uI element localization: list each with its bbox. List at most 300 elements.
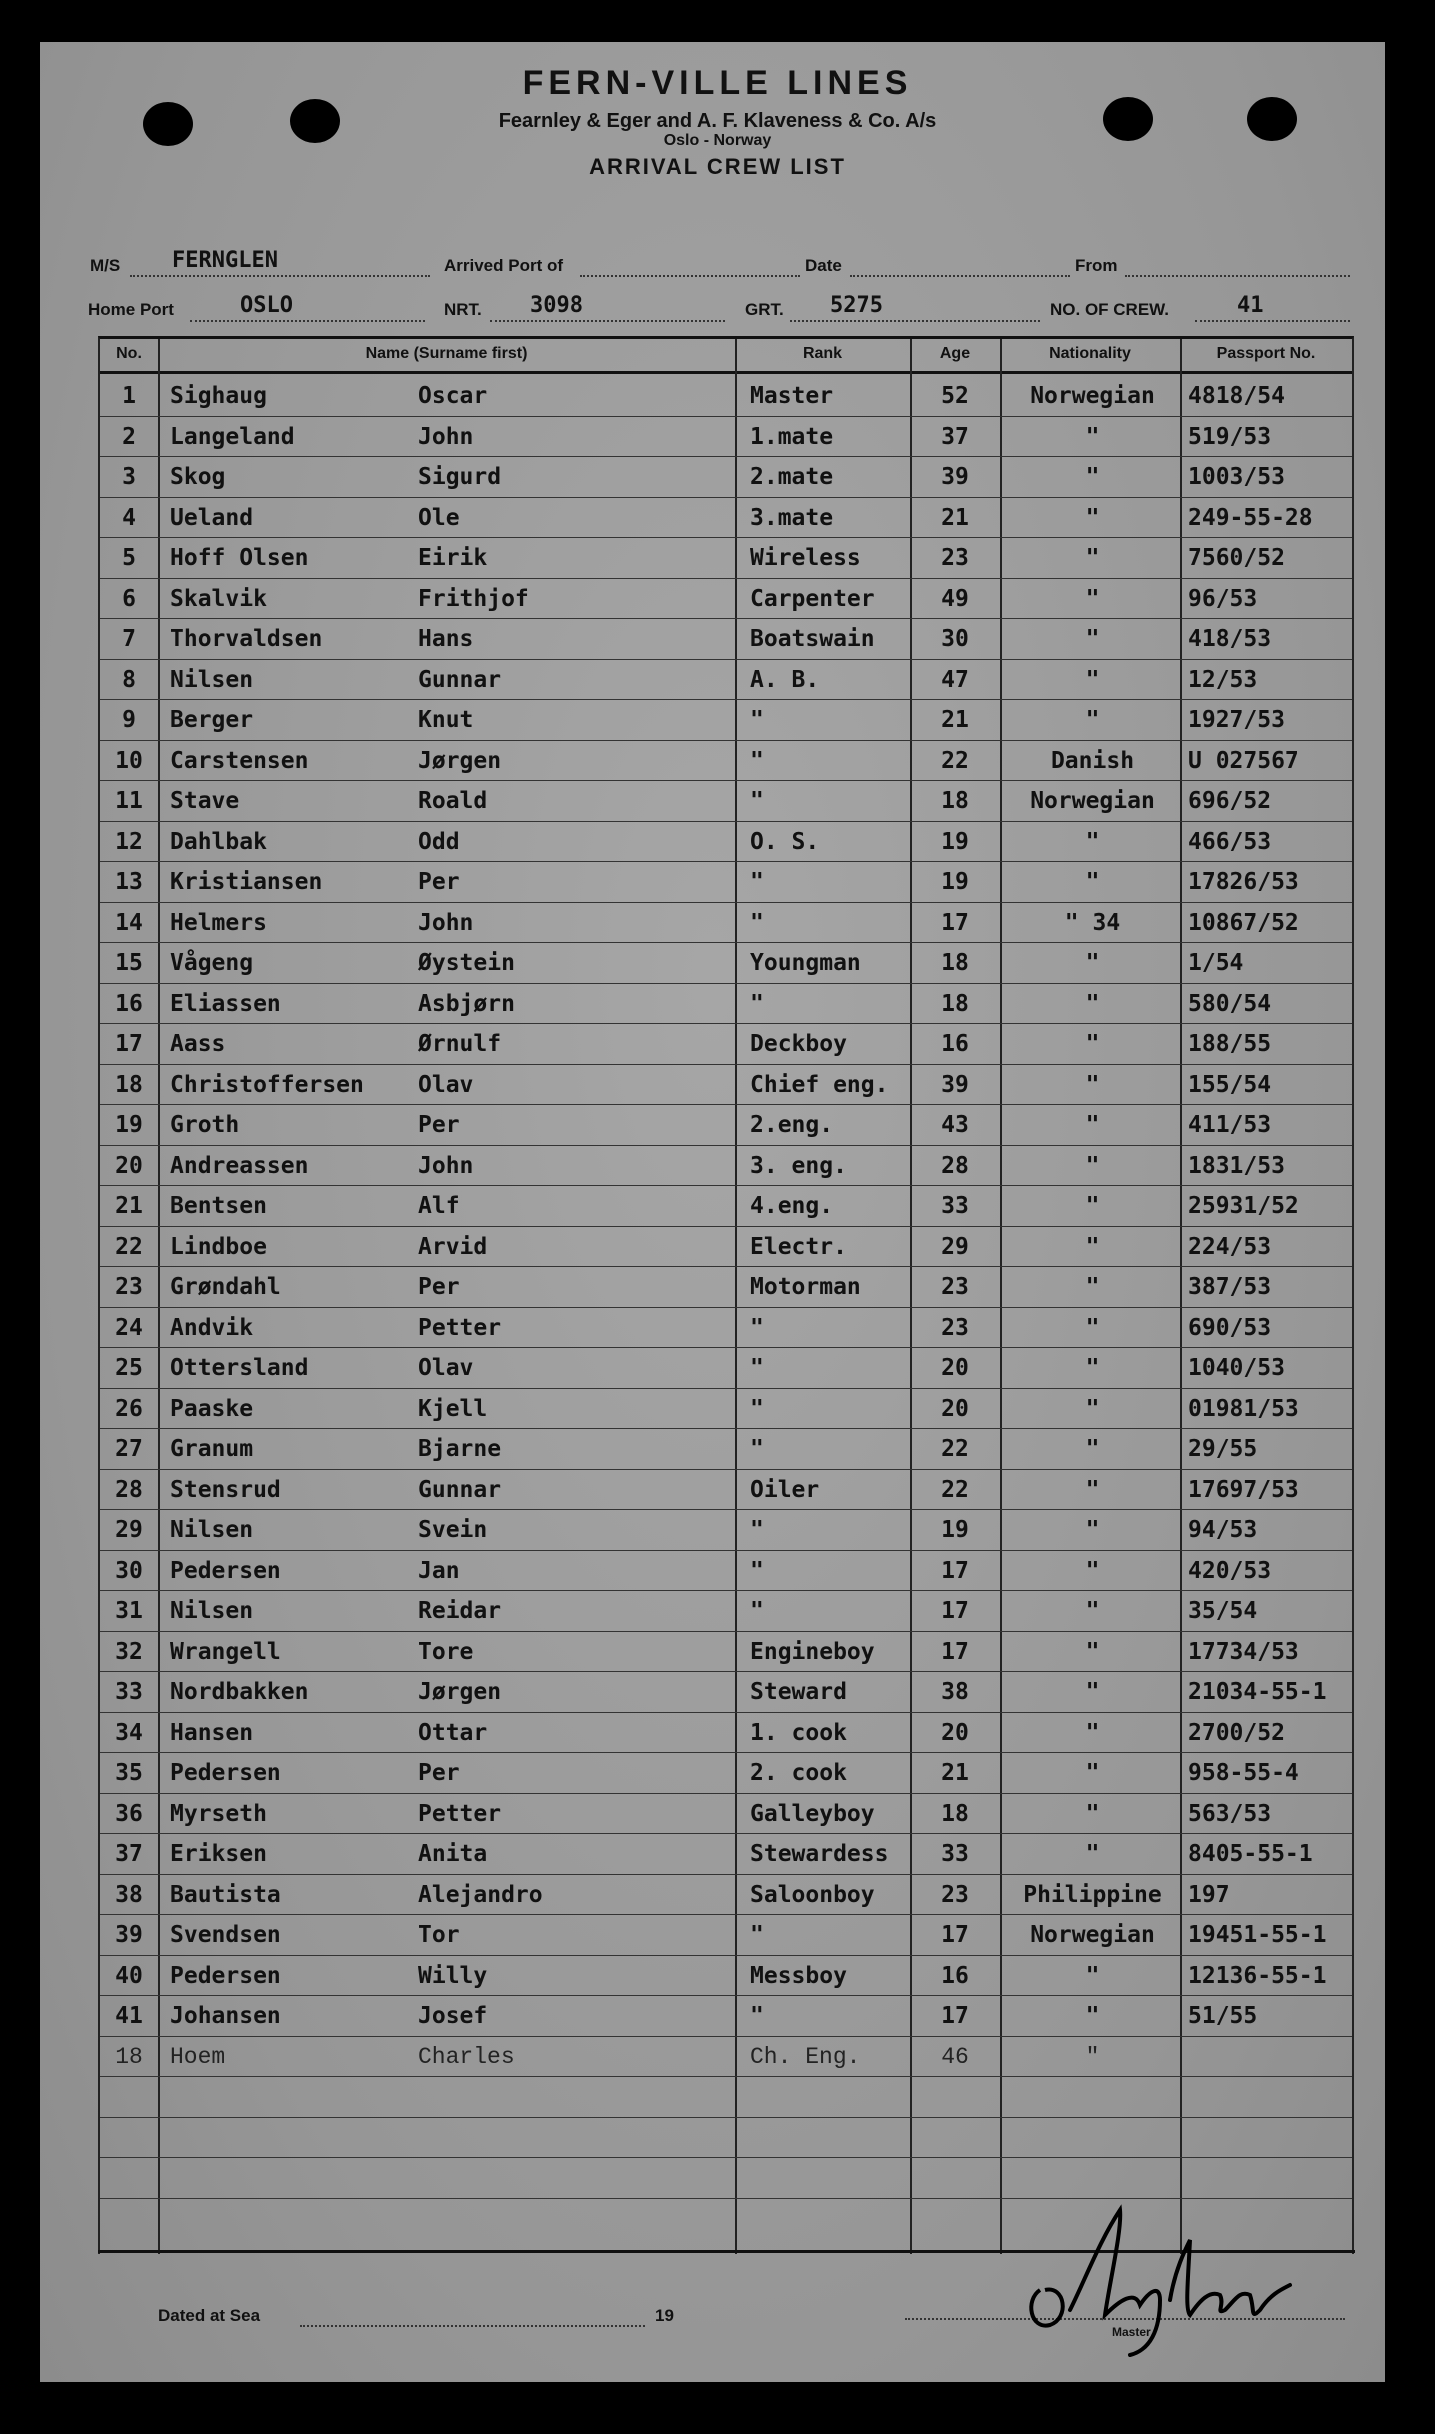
cell-nat: Norwegian [1030,1922,1155,1948]
cell-no: 15 [115,950,143,976]
cell-no: 8 [122,666,136,693]
table-row [100,618,1352,660]
cell-rank: O. S. [750,828,820,855]
cell-first: Per [418,1112,460,1138]
cell-no: 9 [122,707,136,733]
cell-surname: Nordbakken [170,1679,309,1705]
cell-passport: 466/53 [1188,828,1272,855]
table-row [100,942,1352,984]
cell-nat: " [1085,2043,1100,2070]
cell-nat: Danish [1050,747,1135,774]
cell-age: 18 [941,990,969,1017]
cell-age: 17 [941,1638,969,1665]
cell-first: Olav [418,1071,474,1098]
col-age: Age [939,345,971,362]
cell-first: Hans [418,626,474,652]
cell-surname: Dahlbak [170,828,267,855]
ms-line [130,275,430,277]
cell-first: Olav [418,1355,474,1381]
cell-rank: Chief eng. [750,1071,889,1098]
grt-label: GRT. [745,300,784,319]
cell-passport: 1040/53 [1188,1355,1285,1381]
table-header [100,339,1352,374]
cell-first: Roald [418,788,488,814]
cell-nat: " [1085,869,1100,895]
cell-age: 22 [941,747,969,774]
col-rank: Rank [802,345,843,362]
table-row [100,1145,1352,1187]
cell-rank: " [750,788,764,814]
cell-passport: 21034-55-1 [1188,1679,1327,1705]
company-location: Oslo - Norway [663,132,772,149]
cell-first: Petter [418,1314,502,1341]
cell-passport: 188/55 [1188,1031,1272,1057]
cell-no: 37 [115,1841,143,1867]
cell-rank: Electr. [750,1233,847,1260]
crew-table [98,336,1354,2254]
cell-surname: Aass [170,1031,226,1057]
table-row [100,1995,1352,2037]
cell-age: 17 [941,1922,969,1948]
form-title: ARRIVAL CREW LIST [589,154,846,179]
cell-passport: 420/53 [1188,1557,1272,1584]
crew-count-value: 41 [1237,293,1264,318]
cell-first: Asbjørn [418,990,515,1017]
blank-row [100,2117,1352,2159]
cell-no: 38 [115,1881,143,1908]
cell-surname: Vågeng [170,950,254,976]
company-owners: Fearnley & Eger and A. F. Klaveness & Co. A/s [498,110,937,132]
cell-first: Josef [418,2003,488,2029]
cell-first: Anita [418,1841,488,1867]
cell-age: 49 [941,585,969,612]
cell-nat: " [1085,1476,1100,1503]
home-port-label: Home Port [88,300,174,319]
cell-passport: 418/53 [1188,626,1272,652]
cell-age: 18 [941,950,969,976]
table-row [100,1064,1352,1106]
cell-nat: " [1085,1152,1100,1179]
grt-value: 5275 [830,293,883,318]
table-row [100,375,1352,417]
cell-surname: Andvik [170,1314,254,1341]
cell-no: 3 [122,464,136,490]
cell-passport: 696/52 [1188,788,1272,814]
cell-passport: 1/54 [1188,950,1244,976]
table-row [100,416,1352,458]
date-line [850,275,1070,277]
cell-nat: " [1085,1638,1100,1665]
cell-no: 6 [122,585,136,612]
cell-passport: 1003/53 [1188,464,1285,490]
cell-nat: " [1085,666,1100,693]
table-row [100,1469,1352,1511]
cell-nat: " [1085,464,1100,490]
cell-age: 16 [941,1031,969,1057]
from-line [1125,275,1350,277]
cell-surname: Hoem [170,2043,226,2070]
table-row [100,1347,1352,1389]
cell-passport: 94/53 [1188,1517,1258,1543]
cell-first: Kjell [418,1395,488,1422]
cell-surname: Hoff Olsen [170,545,309,571]
cell-age: 23 [941,1314,969,1341]
table-row [100,699,1352,741]
cell-rank: 3. eng. [750,1152,847,1179]
cell-rank: " [750,869,764,895]
cell-rank: Engineboy [750,1638,875,1665]
cell-surname: Eliassen [170,990,281,1017]
cell-age: 43 [941,1112,969,1138]
table-row [100,1752,1352,1794]
cell-nat: " [1085,828,1100,855]
cell-surname: Nilsen [170,1517,254,1543]
cell-rank: Steward [750,1679,847,1705]
table-row [100,983,1352,1025]
table-row [100,1023,1352,1065]
cell-nat: " [1085,1800,1100,1827]
cell-surname: Ueland [170,504,254,531]
cell-passport: 8405-55-1 [1188,1841,1313,1867]
cell-nat: " [1085,707,1100,733]
cell-age: 20 [941,1719,969,1746]
cell-age: 30 [941,626,969,652]
cell-age: 19 [941,1517,969,1543]
cell-no: 23 [115,1274,143,1300]
cell-nat: Norwegian [1030,788,1155,814]
cell-rank: Motorman [750,1274,861,1300]
cell-age: 23 [941,1274,969,1300]
cell-first: Jørgen [418,747,502,774]
cell-nat: " [1085,1233,1100,1260]
col-nationality: Nationality [1049,345,1131,362]
cell-surname: Langeland [170,423,295,450]
dated-line [300,2325,645,2327]
vessel-name: FERNGLEN [172,248,278,273]
cell-age: 20 [941,1395,969,1422]
cell-rank: 1.mate [750,423,834,450]
cell-no: 18 [115,2043,143,2070]
cell-first: John [418,423,474,450]
cell-passport: 563/53 [1188,1800,1272,1827]
cell-no: 1 [122,383,136,409]
cell-rank: Carpenter [750,585,875,612]
cell-no: 31 [115,1598,143,1624]
cell-rank: Galleyboy [750,1800,875,1827]
cell-first: Knut [418,707,474,733]
cell-age: 33 [941,1841,969,1867]
cell-rank: " [750,747,764,774]
cell-passport: 519/53 [1188,423,1272,450]
cell-surname: Lindboe [170,1233,267,1260]
cell-first: Gunnar [418,1476,502,1503]
cell-first: Jørgen [418,1679,502,1705]
cell-age: 17 [941,1598,969,1624]
cell-first: Ole [418,504,460,531]
cell-rank: Ch. Eng. [750,2043,861,2070]
cell-first: Sigurd [418,464,502,490]
cell-passport: 17697/53 [1188,1476,1299,1503]
date-label: Date [805,256,842,275]
nrt-value: 3098 [530,293,583,318]
table-row [100,1266,1352,1308]
home-port-line [190,320,425,322]
cell-nat: " [1085,1598,1100,1624]
nrt-label: NRT. [444,300,482,319]
cell-age: 52 [941,383,969,409]
arrived-port-line [580,275,800,277]
cell-age: 46 [941,2043,969,2070]
cell-first: Bjarne [418,1436,502,1462]
cell-surname: Nilsen [170,1598,254,1624]
table-row [100,578,1352,620]
cell-surname: Svendsen [170,1922,281,1948]
table-row [100,821,1352,863]
cell-nat: Philippine [1023,1881,1162,1908]
cell-age: 28 [941,1152,969,1179]
cell-first: Per [418,1274,460,1300]
cell-surname: Pedersen [170,1962,281,1989]
cell-no: 36 [115,1800,143,1827]
cell-surname: Eriksen [170,1841,267,1867]
cell-first: Alf [418,1193,460,1219]
cell-passport: 197 [1188,1881,1230,1908]
cell-passport: 4818/54 [1188,383,1285,409]
cell-passport: 387/53 [1188,1274,1272,1300]
cell-age: 21 [941,504,969,531]
col-passport: Passport No. [1216,345,1316,362]
cell-no: 2 [122,423,136,450]
cell-rank: A. B. [750,666,820,693]
cell-passport: 958-55-4 [1188,1760,1299,1786]
cell-age: 47 [941,666,969,693]
crew-count-label: NO. OF CREW. [1050,300,1169,319]
table-row [100,1671,1352,1713]
table-row [100,740,1352,782]
cell-nat: " [1085,2003,1100,2029]
table-row [100,902,1352,944]
cell-first: Gunnar [418,666,502,693]
cell-first: Per [418,869,460,895]
cell-rank: 2.eng. [750,1112,834,1138]
table-row [100,1631,1352,1673]
cell-nat: " [1085,1557,1100,1584]
cell-first: Charles [418,2043,515,2070]
cell-nat: " [1085,1395,1100,1422]
cell-first: Tore [418,1638,474,1665]
cell-rank: Master [750,383,834,409]
cell-surname: Carstensen [170,747,309,774]
cell-no: 26 [115,1395,143,1422]
cell-first: Ottar [418,1719,488,1746]
cell-no: 34 [115,1719,143,1746]
cell-surname: Groth [170,1112,240,1138]
cell-age: 22 [941,1476,969,1503]
cell-first: Per [418,1760,460,1786]
cell-first: Arvid [418,1233,488,1260]
cell-no: 39 [115,1922,143,1948]
cell-passport: 12/53 [1188,666,1258,693]
arrived-port-label: Arrived Port of [444,256,564,275]
cell-age: 17 [941,909,969,936]
cell-nat: " [1085,1031,1100,1057]
cell-age: 18 [941,788,969,814]
table-row [100,537,1352,579]
table-row [100,1307,1352,1349]
cell-nat: " [1085,1517,1100,1543]
cell-age: 39 [941,464,969,490]
cell-surname: Stave [170,788,240,814]
table-row [100,1509,1352,1551]
cell-no: 20 [115,1152,143,1179]
cell-age: 21 [941,707,969,733]
cell-nat: " 34 [1064,909,1121,936]
cell-no: 18 [115,1071,143,1098]
cell-rank: " [750,2003,764,2029]
cell-surname: Christoffersen [170,1071,364,1098]
cell-no: 30 [115,1557,143,1584]
cell-age: 18 [941,1800,969,1827]
cell-nat: " [1085,1760,1100,1786]
cell-passport: 580/54 [1188,990,1272,1017]
cell-first: Frithjof [418,585,529,612]
cell-rank: 4.eng. [750,1193,834,1219]
table-row [100,497,1352,539]
cell-nat: " [1085,1314,1100,1341]
cell-age: 16 [941,1962,969,1989]
cell-rank: Deckboy [750,1031,847,1057]
cell-no: 19 [115,1112,143,1138]
cell-passport: 411/53 [1188,1112,1272,1138]
table-row [100,780,1352,822]
cell-passport: 12136-55-1 [1188,1962,1327,1989]
cell-first: Petter [418,1800,502,1827]
cell-age: 23 [941,545,969,571]
cell-no: 40 [115,1962,143,1989]
cell-no: 25 [115,1355,143,1381]
cell-passport: 25931/52 [1188,1193,1299,1219]
cell-nat: " [1085,1112,1100,1138]
cell-nat: " [1085,1274,1100,1300]
cell-no: 32 [115,1638,143,1665]
cell-nat: " [1085,545,1100,571]
cell-no: 22 [115,1233,143,1260]
cell-surname: Kristiansen [170,869,323,895]
cell-rank: 2. cook [750,1760,847,1786]
cell-nat: " [1085,423,1100,450]
cell-no: 17 [115,1031,143,1057]
table-row [100,1388,1352,1430]
cell-nat: " [1085,990,1100,1017]
cell-rank: 1. cook [750,1719,847,1746]
cell-passport: 96/53 [1188,585,1258,612]
cell-passport: 224/53 [1188,1233,1272,1260]
cell-surname: Paaske [170,1395,254,1422]
cell-age: 38 [941,1679,969,1705]
cell-no: 35 [115,1760,143,1786]
cell-rank: 2.mate [750,464,834,490]
cell-no: 5 [122,545,136,571]
cell-no: 11 [115,788,143,814]
cell-rank: " [750,1314,764,1341]
cell-surname: Berger [170,707,254,733]
cell-rank: Oiler [750,1476,820,1503]
cell-surname: Stensrud [170,1476,281,1503]
cell-no: 27 [115,1436,143,1462]
cell-rank: 3.mate [750,504,834,531]
addendum-row [100,2036,1352,2078]
table-row [100,1874,1352,1916]
cell-first: Øystein [418,950,515,976]
cell-first: Reidar [418,1598,502,1624]
cell-nat: " [1085,1193,1100,1219]
cell-no: 41 [115,2003,143,2029]
cell-passport: 249-55-28 [1188,504,1313,531]
cell-rank: Youngman [750,950,861,976]
cell-surname: Ottersland [170,1355,309,1381]
cell-age: 19 [941,869,969,895]
cell-passport: 17734/53 [1188,1638,1299,1665]
year-label: 19 [655,2306,674,2325]
cell-no: 21 [115,1193,143,1219]
cell-no: 24 [115,1314,143,1341]
table-row [100,1104,1352,1146]
cell-surname: Pedersen [170,1557,281,1584]
cell-age: 33 [941,1193,969,1219]
cell-passport: 10867/52 [1188,909,1299,936]
cell-rank: Saloonboy [750,1881,875,1908]
cell-passport: 2700/52 [1188,1719,1285,1746]
table-row [100,1428,1352,1470]
cell-surname: Granum [170,1436,254,1462]
cell-passport: 690/53 [1188,1314,1272,1341]
cell-first: Jan [418,1557,460,1584]
cell-rank: " [750,707,764,733]
cell-passport: 19451-55-1 [1188,1922,1327,1948]
grt-line [790,320,1040,322]
cell-rank: " [750,990,764,1017]
cell-age: 19 [941,828,969,855]
table-row [100,1550,1352,1592]
cell-rank: " [750,1355,764,1381]
col-name: Name (Surname first) [365,345,528,362]
cell-surname: Myrseth [170,1800,267,1827]
cell-age: 23 [941,1881,969,1908]
cell-rank: Stewardess [750,1841,889,1867]
cell-rank: " [750,1598,764,1624]
cell-passport: 17826/53 [1188,869,1299,895]
cell-age: 39 [941,1071,969,1098]
col-no: No. [116,345,142,362]
cell-surname: Hansen [170,1719,254,1746]
ms-label: M/S [90,256,121,275]
cell-surname: Skog [170,464,226,490]
cell-rank: Messboy [750,1962,847,1989]
master-label: Master [1112,2325,1151,2339]
home-port-value: OSLO [240,293,293,318]
cell-surname: Wrangell [170,1638,281,1665]
cell-surname: Nilsen [170,666,254,693]
cell-surname: Pedersen [170,1760,281,1786]
cell-passport: 51/55 [1188,2003,1258,2029]
cell-passport: 155/54 [1188,1071,1272,1098]
cell-nat: " [1085,1962,1100,1989]
cell-nat: " [1085,504,1100,531]
cell-surname: Andreassen [170,1152,309,1179]
cell-nat: " [1085,1719,1100,1746]
cell-surname: Sighaug [170,383,267,409]
cell-age: 17 [941,1557,969,1584]
